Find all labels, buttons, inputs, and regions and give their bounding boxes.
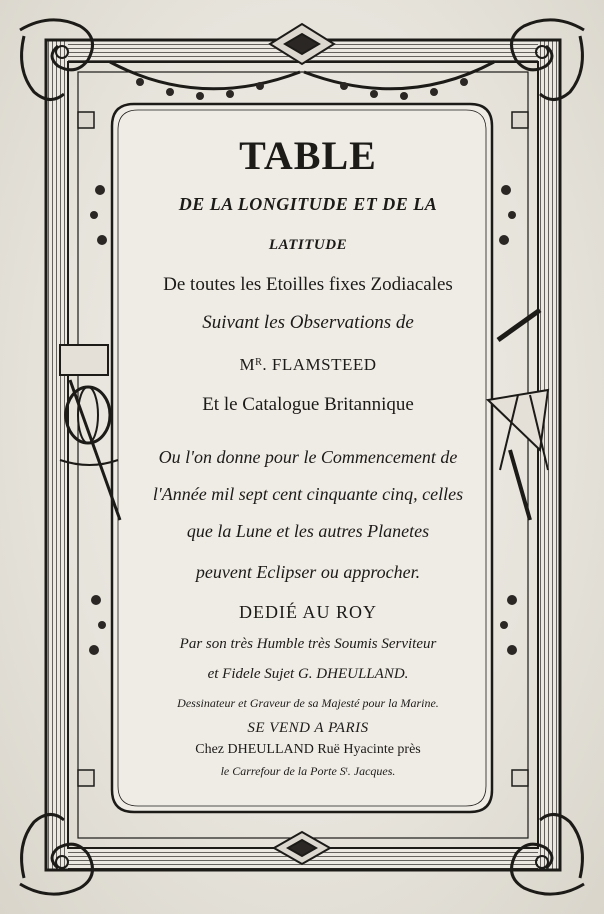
- catalogue-line: Et le Catalogue Britannique: [202, 394, 414, 415]
- servant-line-2: et Fidele Sujet G. DHEULLAND.: [207, 666, 409, 682]
- carrefour-text-b: . Jacques.: [347, 764, 396, 778]
- mr-abbrev: M: [239, 355, 256, 374]
- servant-line-1: Par son très Humble très Soumis Serviteur: [179, 636, 437, 652]
- sale-line: SE VEND A PARIS: [247, 720, 369, 736]
- top-garland: [136, 78, 468, 100]
- dedication: DEDIÉ AU ROY: [239, 602, 377, 622]
- script-line-2: l'Année mil sept cent cinquante cinq, celles: [152, 484, 464, 504]
- title-page-text: [112, 122, 504, 802]
- stars-line: De toutes les Etoilles fixes Zodiacales: [163, 274, 453, 295]
- flamsteed-line: [112, 355, 504, 375]
- suivant-line: Suivant les Observations de: [202, 312, 414, 333]
- main-title: TABLE: [239, 133, 377, 178]
- flamsteed-name: . FLAMSTEED: [262, 355, 377, 374]
- carrefour-text-a: le Carrefour de la Porte S: [220, 764, 346, 778]
- carrefour-line: [112, 764, 504, 779]
- subtitle-line-1: DE LA LONGITUDE ET DE LA: [178, 194, 438, 214]
- mr-superscript: R: [255, 356, 263, 368]
- address-line: Chez DHEULLAND Ruë Hyacinte près: [195, 742, 421, 757]
- saint-superscript: t: [345, 765, 348, 774]
- engraver-line: Dessinateur et Graveur de sa Majesté pour la Marine.: [177, 696, 439, 710]
- script-line-3: que la Lune et les autres Planetes: [186, 521, 430, 541]
- script-line-1: Ou l'on donne pour le Commencement de: [158, 447, 458, 467]
- script-line-4: peuvent Eclipser ou approcher.: [195, 562, 421, 582]
- subtitle-line-2: LATITUDE: [268, 237, 348, 253]
